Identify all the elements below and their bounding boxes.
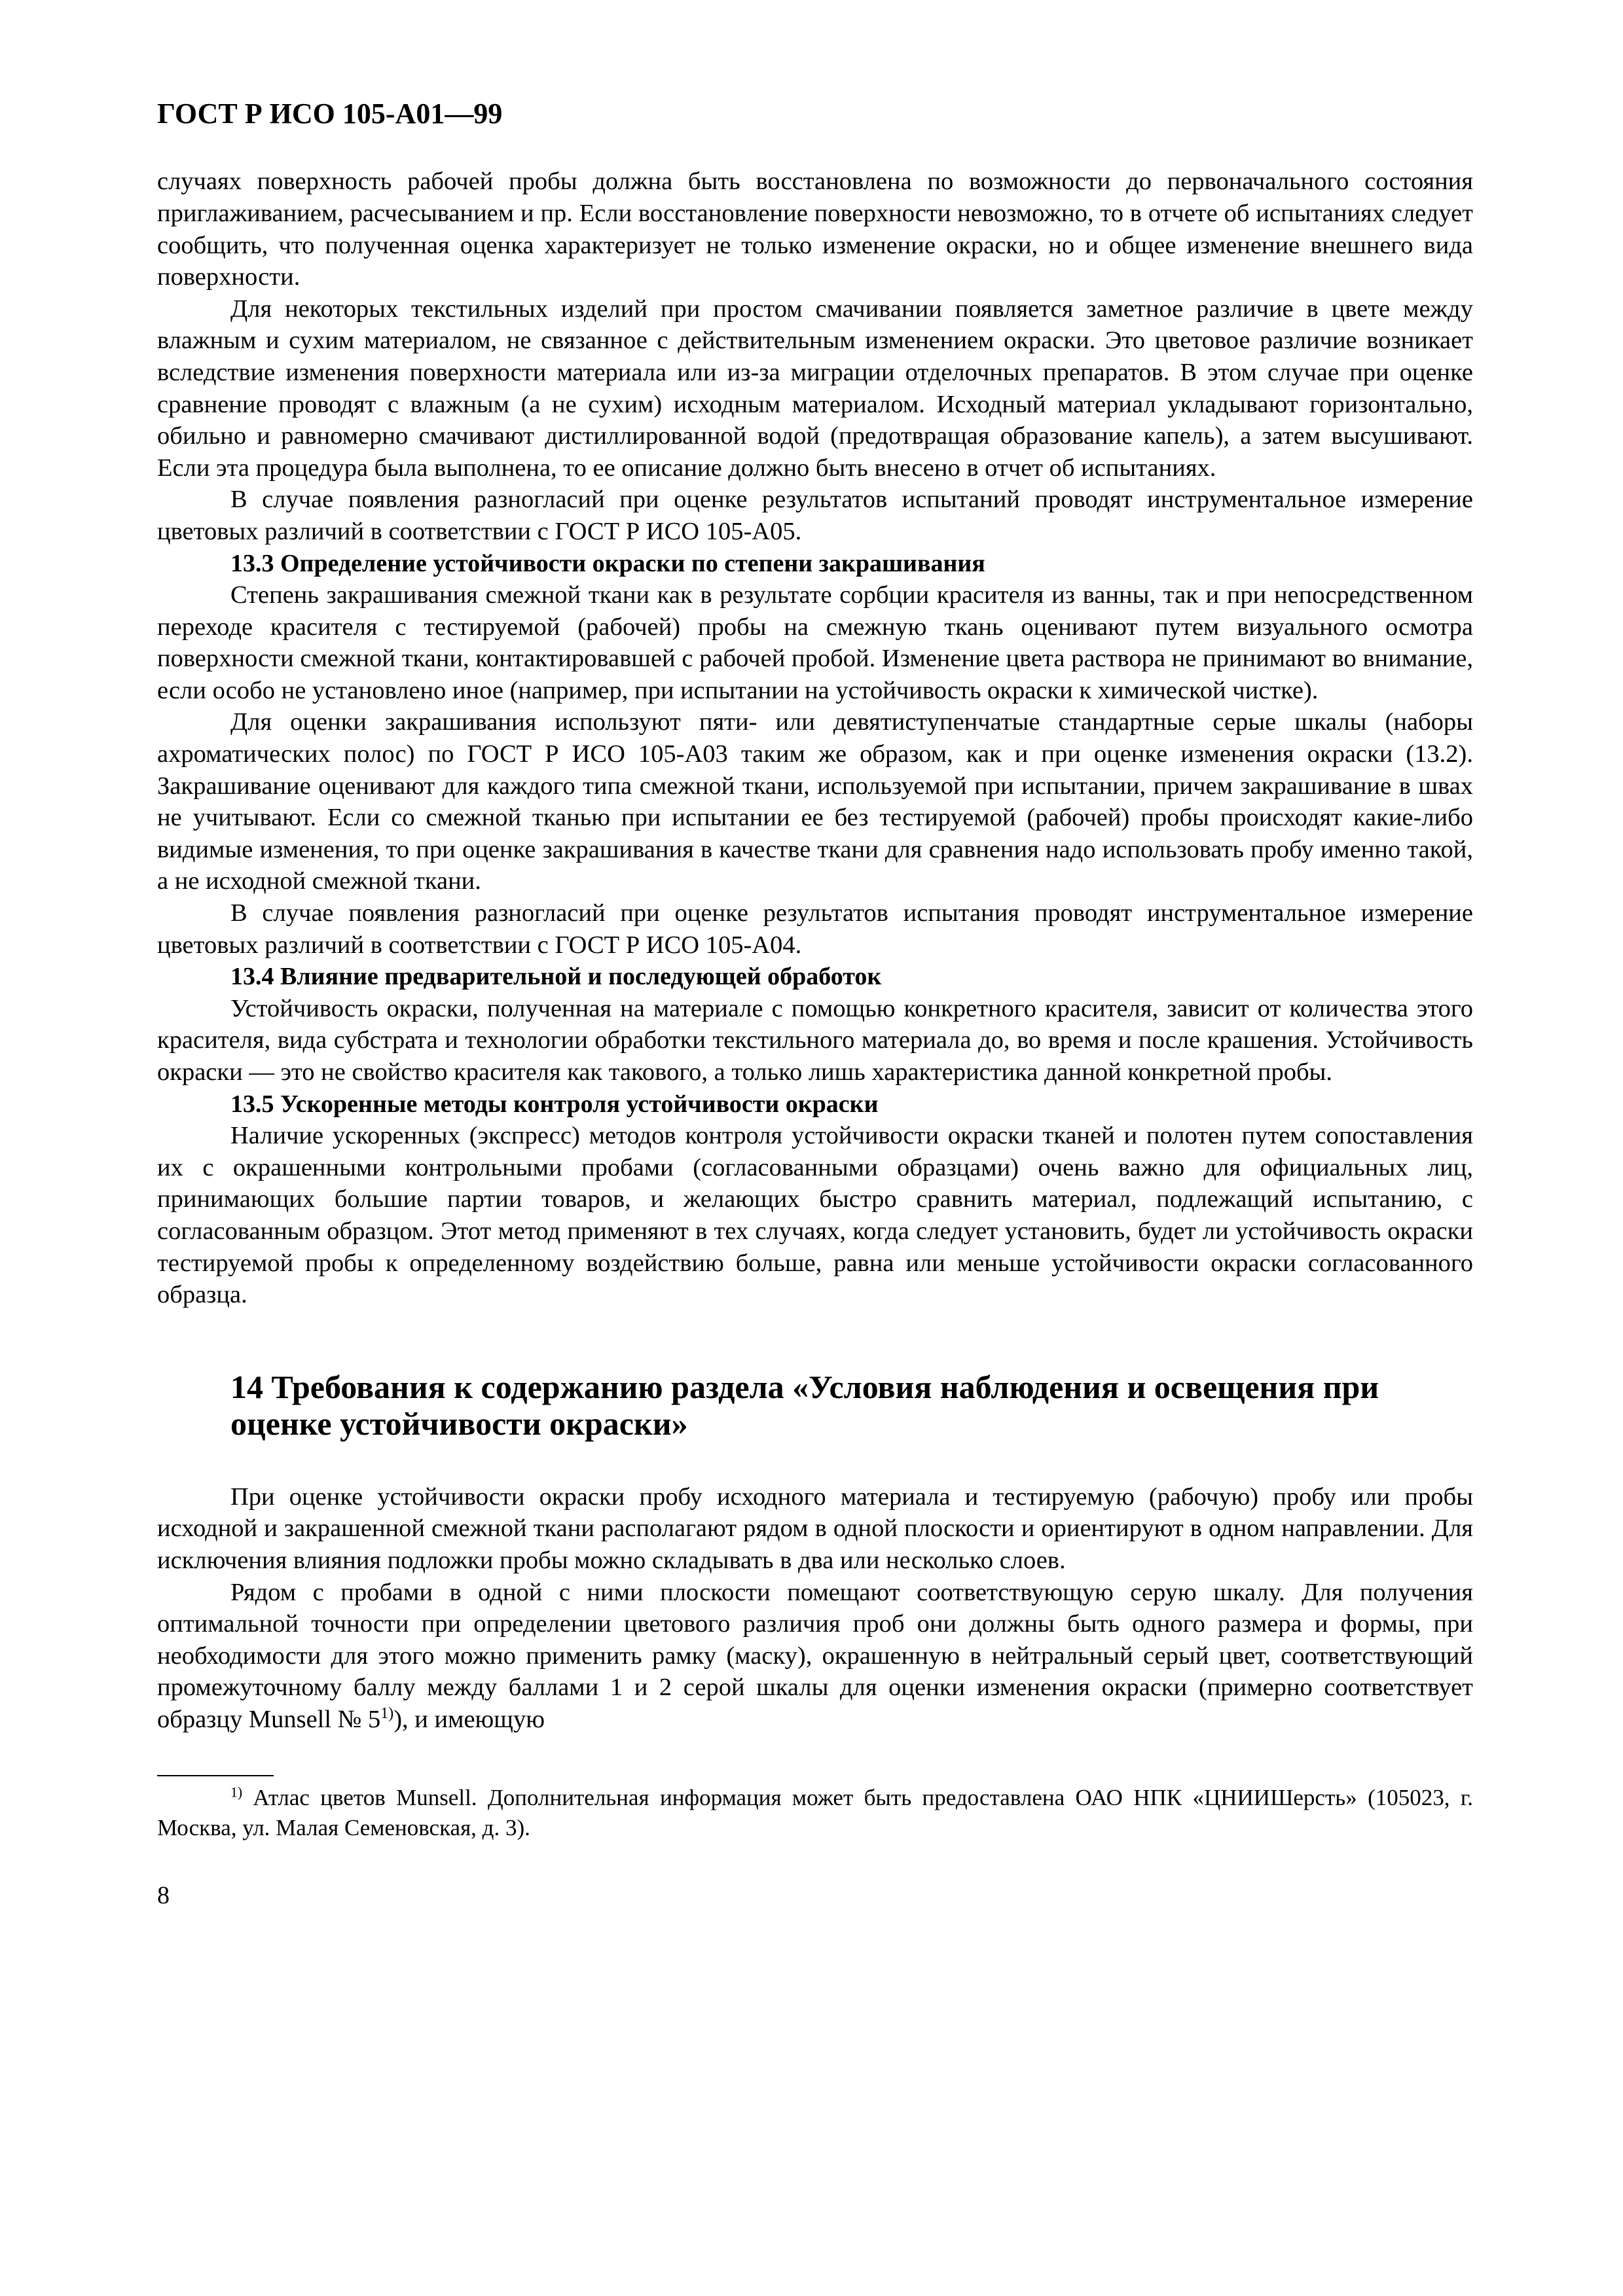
document-header: ГОСТ Р ИСО 105-А01—99: [157, 98, 503, 130]
paragraph-grey-scale-mask: [157, 1577, 1473, 1736]
paragraph-continuation: случаях поверхность рабочей пробы должна быть восстановлена по возможности до первоначального состояния приглаживанием, расчесыванием и пр. Если восстановление поверхности невозможно, то в отчете об испытаниях следует сообщить, что полученная оценка характеризует не только изменение окраски, но и общее изменение внешнего вида поверхности.: [157, 168, 1473, 291]
footnote-text: Атлас цветов Munsell. Дополнительная информация может быть предоставлена ОАО НПК «ЦНИИШерсть» (105023, г. Москва, ул. Малая Семеновская, д. 3).: [157, 1784, 1473, 1840]
paragraph-staining-degree: Степень закрашивания смежной ткани как в результате сорбции красителя из ванны, так и при непосредственном переходе красителя с тестируемой (рабочей) пробы на смежную ткань оценивают путем визуального осмотра поверхности смежной ткани, контактировавшей с рабочей пробой. Изменение цвета раствора не принимают во внимание, если особо не установлено иное (например, при испытании на устойчивость окраски к химической чистке).: [157, 581, 1473, 704]
paragraph-dispute-a05: В случае появления разногласий при оценке результатов испытаний проводят инструментальное измерение цветовых различий в соответствии с ГОСТ Р ИСО 105-А05.: [157, 486, 1473, 545]
paragraph-wet-dry-difference: Для некоторых текстильных изделий при простом смачивании появляется заметное различие в цвете между влажным и сухим материалом, не связанное с действительным изменением окраски. Это цветовое различие возникает вследствие изменения поверхности материала или из-за миграции отделочных препаратов. В этом случае при оценке сравнение проводят с влажным (а не сухим) исходным материалом. Исходный материал укладывают горизонтально, обильно и равномерно смачивают дистиллированной водой (предотвращая образование капель), а затем высушивают. Если эта процедура была выполнена, то ее описание должно быть внесено в отчет об испытаниях.: [157, 295, 1473, 482]
subsection-heading-13-5: 13.5 Ускоренные методы контроля устойчивости окраски: [230, 1090, 879, 1118]
paragraph-sample-placement: При оценке устойчивости окраски пробу исходного материала и тестируемую (рабочую) пробу или пробы исходной и закрашенной смежной ткани располагают рядом в одной плоскости и ориентируют в одном направлении. Для исключения влияния подложки пробы можно складывать в два или несколько слоев.: [157, 1482, 1473, 1574]
subsection-heading-13-4: 13.4 Влияние предварительной и последующей обработок: [230, 963, 882, 991]
paragraph-grey-scale-mask-text: Рядом с пробами в одной с ними плоскости помещают соответствующую серую шкалу. Для получения оптимальной точности при определении цветового различия проб они должны быть одного размера и формы, при необходимости для этого можно применить рамку (маску), окрашенную в нейтральный серый цвет, соответствующий промежуточному баллу между баллами 1 и 2 серой шкалы для оценки изменения окраски (примерно соответствует образцу Munsell № 5: [157, 1578, 1473, 1733]
section-heading-14: 14 Требования к содержанию раздела «Условия наблюдения и освещения при оценке устойчивости окраски»: [230, 1368, 1379, 1442]
paragraph-grey-scales: Для оценки закрашивания используют пяти- или девятиступенчатые стандартные серые шкалы (наборы ахроматических полос) по ГОСТ Р ИСО 105-А03 таким же образом, как и при оценке изменения окраски (13.2). Закрашивание оценивают для каждого типа смежной ткани, используемой при испытании, причем закрашивание в швах не учитывают. Если со смежной тканью при испытании ее без тестируемой (рабочей) пробы происходят какие-либо видимые изменения, то при оценке закрашивания в качестве ткани для сравнения надо использовать пробу именно такой, а не исходной смежной ткани.: [157, 708, 1473, 895]
paragraph-grey-scale-mask-end: ), и имеющую: [393, 1705, 545, 1733]
footnote-marker: 1): [230, 1784, 243, 1800]
footnote: [157, 1783, 1473, 1843]
footnote-separator: [157, 1775, 274, 1776]
document-page: [157, 98, 1473, 1910]
paragraph-dispute-a04: В случае появления разногласий при оценке результатов испытания проводят инструментальное измерение цветовых различий в соответствии с ГОСТ Р ИСО 105-А04.: [157, 899, 1473, 959]
paragraph-pre-post-treatment: Устойчивость окраски, полученная на материале с помощью конкретного красителя, зависит от количества этого красителя, вида субстрата и технологии обработки текстильного материала до, во время и после крашения. Устойчивость окраски — это не свойство красителя как такового, а только лишь характеристика данной конкретной пробы.: [157, 994, 1473, 1086]
footnote-reference: 1): [380, 1705, 394, 1723]
paragraph-accelerated-methods: Наличие ускоренных (экспресс) методов контроля устойчивости окраски тканей и полотен путем сопоставления их с окрашенными контрольными пробами (согласованными образцами) очень важно для официальных лиц, принимающих большие партии товаров, и желающих быстро сравнить материал, подлежащий испытанию, с согласованным образцом. Этот метод применяют в тех случаях, когда следует установить, будет ли устойчивость окраски тестируемой пробы к определенному воздействию больше, равна или меньше устойчивости окраски согласованного образца.: [157, 1122, 1473, 1309]
page-number: 8: [157, 1881, 170, 1909]
subsection-heading-13-3: 13.3 Определение устойчивости окраски по степени закрашивания: [230, 549, 985, 577]
